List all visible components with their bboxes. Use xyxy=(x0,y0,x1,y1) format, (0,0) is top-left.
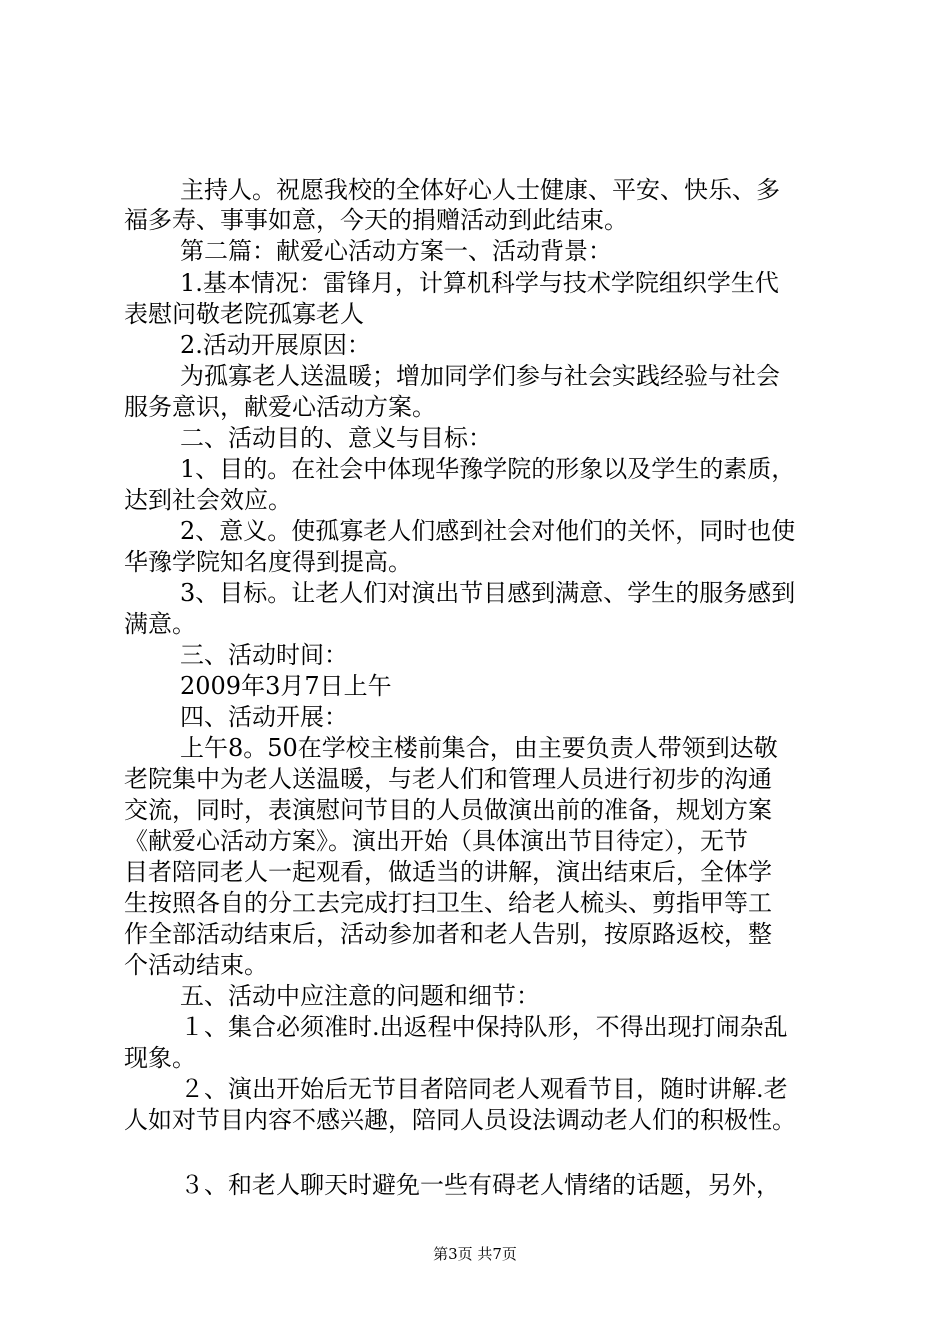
text-line-8: 服务意识，献爱心活动方案。 xyxy=(124,393,436,421)
text-line-24: 生按照各自的分工去完成打扫卫生、给老人梳头、剪指甲等工 xyxy=(124,889,772,917)
section-heading-time: 三、活动时间： xyxy=(180,641,348,669)
text-line-11: 达到社会效应。 xyxy=(124,486,292,514)
text-line-21: 交流，同时，表演慰问节目的人员做演出前的准备，规划方案 xyxy=(124,796,772,824)
text-line-25: 作全部活动结束后，活动参加者和老人告别，按原路返校，整 xyxy=(124,920,772,948)
section-heading-2: 第二篇：献爱心活动方案一、活动背景： xyxy=(180,237,612,265)
text-line-23: 目者陪同老人一起观看，做适当的讲解，演出结束后，全体学 xyxy=(124,858,772,886)
text-line-13: 华豫学院知名度得到提高。 xyxy=(124,548,412,576)
section-heading-objectives: 二、活动目的、意义与目标： xyxy=(180,424,492,452)
activity-date: 2009年3月7日上午 xyxy=(180,672,392,700)
text-line-4: 1.基本情况：雷锋月，计算机科学与技术学院组织学生代 xyxy=(180,269,779,297)
text-line-15: 满意。 xyxy=(124,610,196,638)
text-line-31: 人如对节目内容不感兴趣，陪同人员设法调动老人们的积极性。 xyxy=(124,1106,796,1134)
text-line-28: １、集合必须准时.出返程中保持队形，不得出现打闹杂乱 xyxy=(180,1013,788,1041)
section-heading-activity: 四、活动开展： xyxy=(180,703,348,731)
page-number-footer: 第3页 共7页 xyxy=(433,1245,517,1263)
text-line-2: 福多寿、事事如意，今天的捐赠活动到此结束。 xyxy=(124,206,628,234)
text-line-12: 2、意义。使孤寡老人们感到社会对他们的关怀，同时也使 xyxy=(180,517,796,545)
text-line-10: 1、目的。在社会中体现华豫学院的形象以及学生的素质， xyxy=(180,455,796,483)
text-line-29: 现象。 xyxy=(124,1044,196,1072)
text-line-32: ３、和老人聊天时避免一些有碍老人情绪的话题，另外， xyxy=(180,1171,780,1199)
text-line-1: 主持人。祝愿我校的全体好心人士健康、平安、快乐、多 xyxy=(180,176,780,204)
text-line-20: 老院集中为老人送温暖，与老人们和管理人员进行初步的沟通 xyxy=(124,765,772,793)
text-line-22: 《献爱心活动方案》。演出开始（具体演出节目待定），无节 xyxy=(124,827,748,855)
text-line-30: ２、演出开始后无节目者陪同老人观看节目，随时讲解.老 xyxy=(180,1075,788,1103)
text-line-19: 上午8。50在学校主楼前集合，由主要负责人带领到达敬 xyxy=(180,734,778,762)
text-line-26: 个活动结束。 xyxy=(124,951,268,979)
text-line-6: 2.活动开展原因： xyxy=(180,331,371,359)
text-line-5: 表慰问敬老院孤寡老人 xyxy=(124,300,364,328)
text-line-7: 为孤寡老人送温暖；增加同学们参与社会实践经验与社会 xyxy=(180,362,780,390)
section-heading-notes: 五、活动中应注意的问题和细节： xyxy=(180,982,540,1010)
text-line-14: 3、目标。让老人们对演出节目感到满意、学生的服务感到 xyxy=(180,579,796,607)
